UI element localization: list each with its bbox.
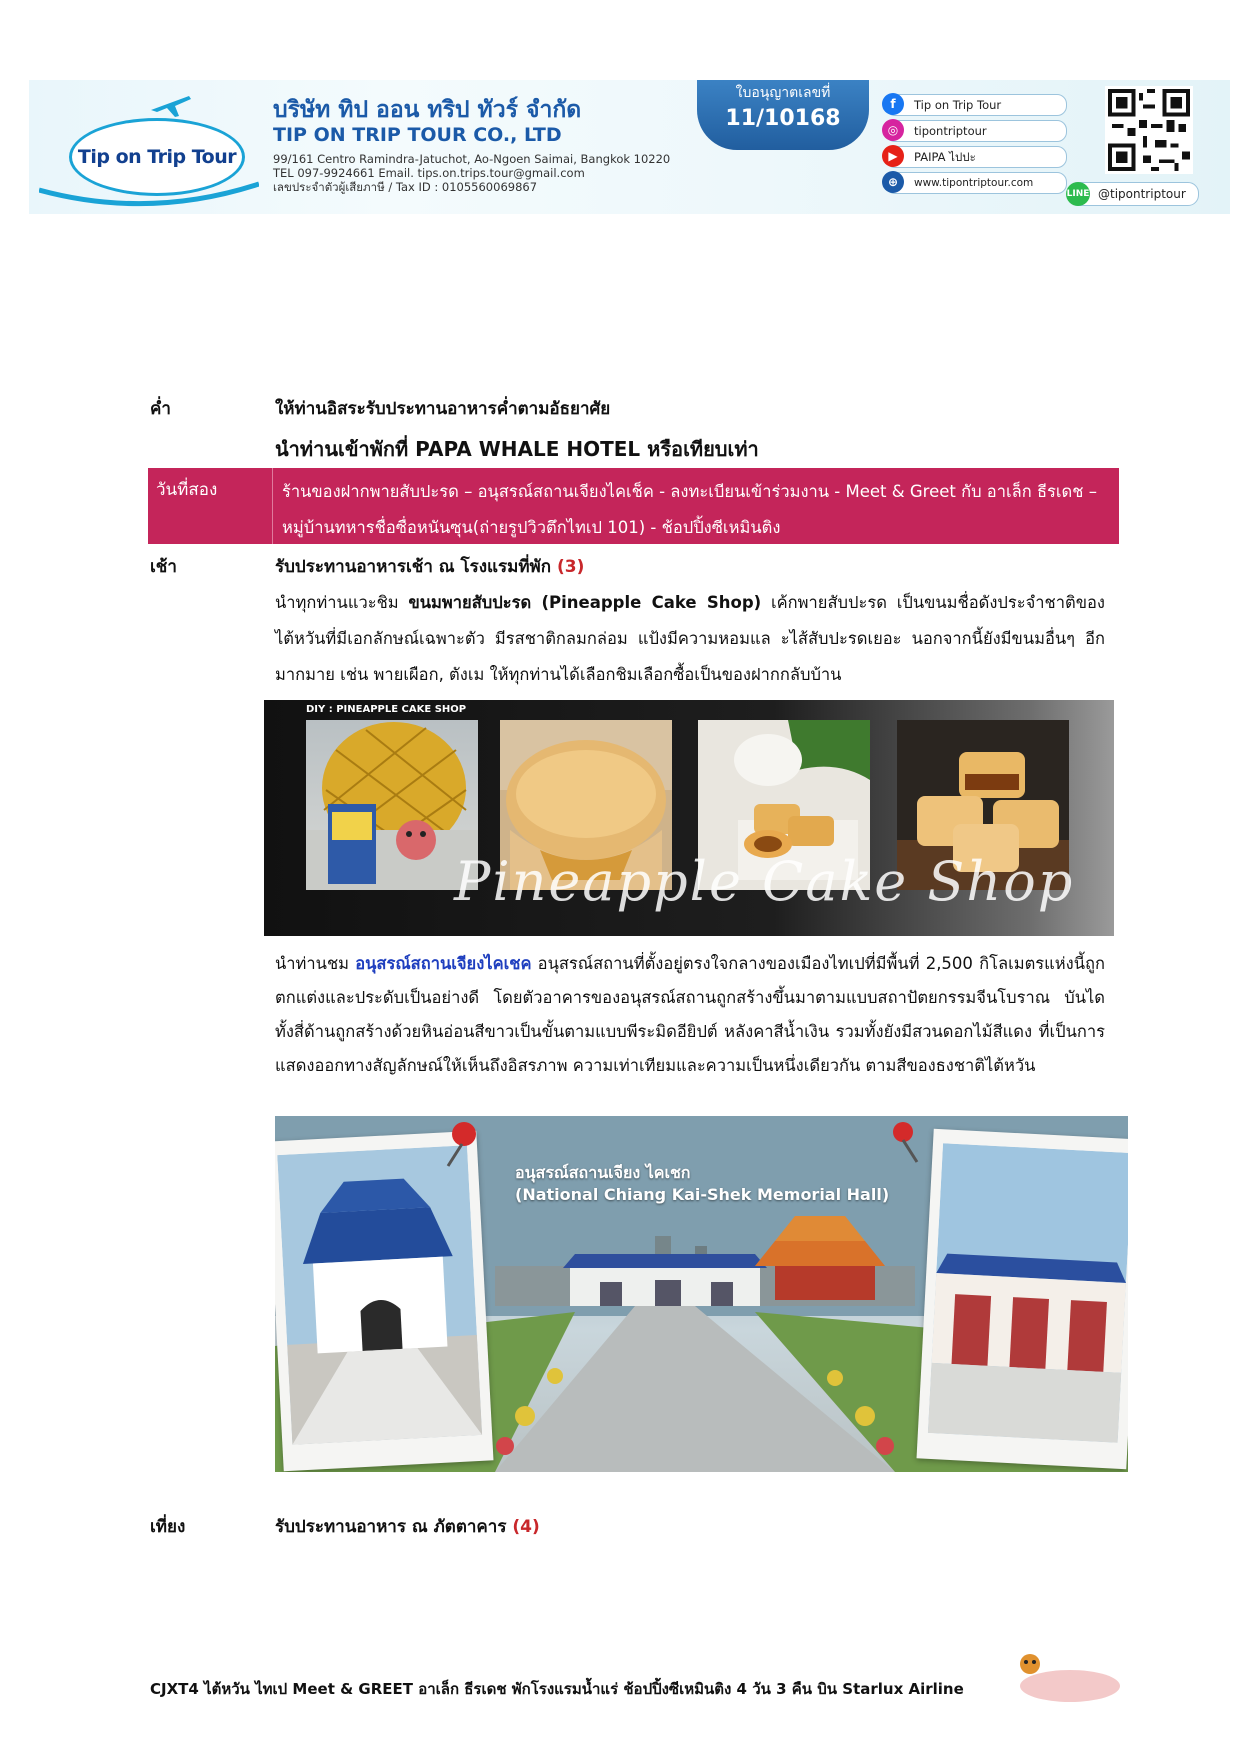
youtube-icon: ▶	[882, 145, 904, 167]
youtube-link[interactable]	[885, 146, 1067, 168]
web-icon: ⊕	[882, 171, 904, 193]
qr-code[interactable]	[1105, 86, 1193, 174]
company-name-english: TIP ON TRIP TOUR CO., LTD	[273, 124, 562, 146]
pineapple-shop-name: ขนมพายสับปะรด (Pineapple Cake Shop)	[408, 593, 762, 612]
pineapple-image-tag: DIY : PINEAPPLE CAKE SHOP	[306, 704, 467, 715]
day-header-bar	[148, 468, 1119, 544]
memorial-image-title-english: (National Chiang Kai-Shek Memorial Hall)	[515, 1185, 890, 1204]
breakfast-meal-number: (3)	[556, 557, 585, 577]
airplane-icon	[149, 90, 193, 120]
pineapple-cake-image	[264, 700, 1114, 936]
day-bar-divider	[272, 468, 273, 544]
instagram-icon: ◎	[882, 119, 904, 141]
line-icon: LINE	[1066, 182, 1090, 206]
header-banner	[29, 80, 1230, 214]
pineapple-intro: นำทุกท่านแวะชิม	[275, 593, 409, 612]
memorial-right-polaroid	[917, 1129, 1128, 1470]
brand-logo-graphic	[990, 1650, 1130, 1710]
memorial-name: อนุสรณ์สถานเจียงไคเชค	[355, 954, 532, 973]
pushpin-icon	[885, 1120, 925, 1170]
dinner-text: ให้ท่านอิสระรับประทานอาหารค่ำตามอัธยาศัย	[275, 399, 611, 419]
memorial-body: อนุสรณ์สถานที่ตั้งอยู่ตรงใจกลางของเมืองไทเปที่มีพื้นที่ 2,500 กิโลเมตรแห่งนี้ถูกตกแต่งและประดับเป็นอย่างดี โดยตัวอาคารของอนุสรณ์สถานถูกสร้างขึ้นมาตามแบบสถาปัตยกรรมจีนโบราณ บันไดทั้งสี่ด้านถูกสร้างด้วยหินอ่อนสีขาวเป็นขั้นตามแบบพีระมิดอียิปต์ หลังคาสีน้ำเงิน รวมทั้งยังมีสวนดอกไม้สีแดง ที่เป็นการแสดงออกทางสัญลักษณ์ให้เห็นถึงอิสรภาพ ความเท่าเทียมและความเป็นหนึ่งเดียวกัน ตามสีของธงชาติไต้หวัน	[275, 954, 1105, 1075]
breakfast-label: เช้า	[150, 557, 177, 577]
dinner-label: ค่ำ	[150, 399, 171, 419]
pineapple-building-photo	[306, 720, 478, 890]
logo-text: Tip on Trip Tour	[77, 146, 237, 168]
pushpin-icon	[440, 1120, 480, 1170]
license-number: 11/10168	[725, 106, 841, 131]
line-label: @tipontriptour	[1098, 187, 1186, 201]
license-badge	[697, 80, 869, 150]
lunch-text: รับประทานอาหาร ณ ภัตตาคาร	[275, 1517, 507, 1537]
memorial-intro: นำท่านชม	[275, 954, 356, 973]
footer-tour-code: CJXT4 ไต้หวัน ไทเป Meet & GREET อาเล็ก ธีรเดช พักโรงแรมน้ำแร่ ช้อปปิ้งซีเหมินติง 4 วัน 3 คืน บิน Starlux Airline	[150, 1680, 964, 1698]
company-address: 99/161 Centro Ramindra-Jatuchot, Ao-Ngoen Saimai, Bangkok 10220 TEL 097-9924661 Email. tips.on.trips.tour@gmail.com เลขประจำตัวผู้เสียภาษี / Tax ID : 0105560069867	[273, 152, 671, 194]
day-label: วันที่สอง	[156, 480, 218, 500]
website-link[interactable]	[885, 172, 1067, 194]
hotel-text: นำท่านเข้าพักที่ PAPA WHALE HOTEL หรือเทียบเท่า	[275, 437, 759, 461]
pineapple-script-title: Pineapple Cake Shop	[454, 850, 1075, 913]
breakfast-line	[275, 553, 584, 580]
website-label: www.tipontriptour.com	[914, 177, 1034, 189]
pineapple-description	[275, 585, 1105, 693]
facebook-label: Tip on Trip Tour	[914, 98, 1002, 112]
memorial-image-title-thai: อนุสรณ์สถานเจียง ไคเชก	[515, 1163, 691, 1182]
memorial-image-title	[515, 1162, 889, 1206]
company-name-thai: บริษัท ทิป ออน ทริป ทัวร์ จำกัด	[273, 97, 582, 123]
facebook-link[interactable]	[885, 94, 1067, 116]
memorial-left-polaroid	[275, 1131, 493, 1472]
youtube-label: PAIPA ไปปะ	[914, 150, 976, 164]
memorial-description	[275, 947, 1105, 1083]
lunch-meal-number: (4)	[512, 1517, 540, 1537]
instagram-label: tipontriptour	[914, 124, 987, 138]
day-itinerary-title: ร้านของฝากพายสับปะรด – อนุสรณ์สถานเจียงไคเช็ค - ลงทะเบียนเข้าร่วมงาน - Meet & Greet กับ อาเล็ก ธีรเดช – หมู่บ้านทหารชื่อซื่อหนันซุน(ถ่ายรูปวิวตึกไทเป 101) - ช้อปปิ้งซีเหมินติง	[282, 482, 1097, 537]
instagram-link[interactable]	[885, 120, 1067, 142]
footer-brand-logo	[990, 1650, 1130, 1710]
facebook-icon: f	[882, 93, 904, 115]
logo-swoosh	[39, 180, 259, 210]
pineapple-body: เค้กพายสับปะรด เป็นขนมชื่อดังประจำชาติของไต้หวันที่มีเอกลักษณ์เฉพาะตัว มีรสชาติกลมกล่อม แป้งมีความหอมแล ะไส้สับปะรดเยอะ นอกจากนี้ยังมีขนมอื่นๆ อีกมากมาย เช่น พายเผือก, ตังเม ให้ทุกท่านได้เลือกชิมเลือกซื้อเป็นของฝากกลับบ้าน	[275, 593, 1105, 684]
breakfast-text: รับประทานอาหารเช้า ณ โรงแรมที่พัก	[275, 557, 552, 577]
license-label: ใบอนุญาตเลขที่	[735, 85, 831, 101]
lunch-line	[275, 1513, 540, 1540]
line-link[interactable]	[1067, 182, 1199, 206]
lunch-label: เที่ยง	[150, 1517, 186, 1537]
memorial-hall-image	[275, 1116, 1128, 1472]
